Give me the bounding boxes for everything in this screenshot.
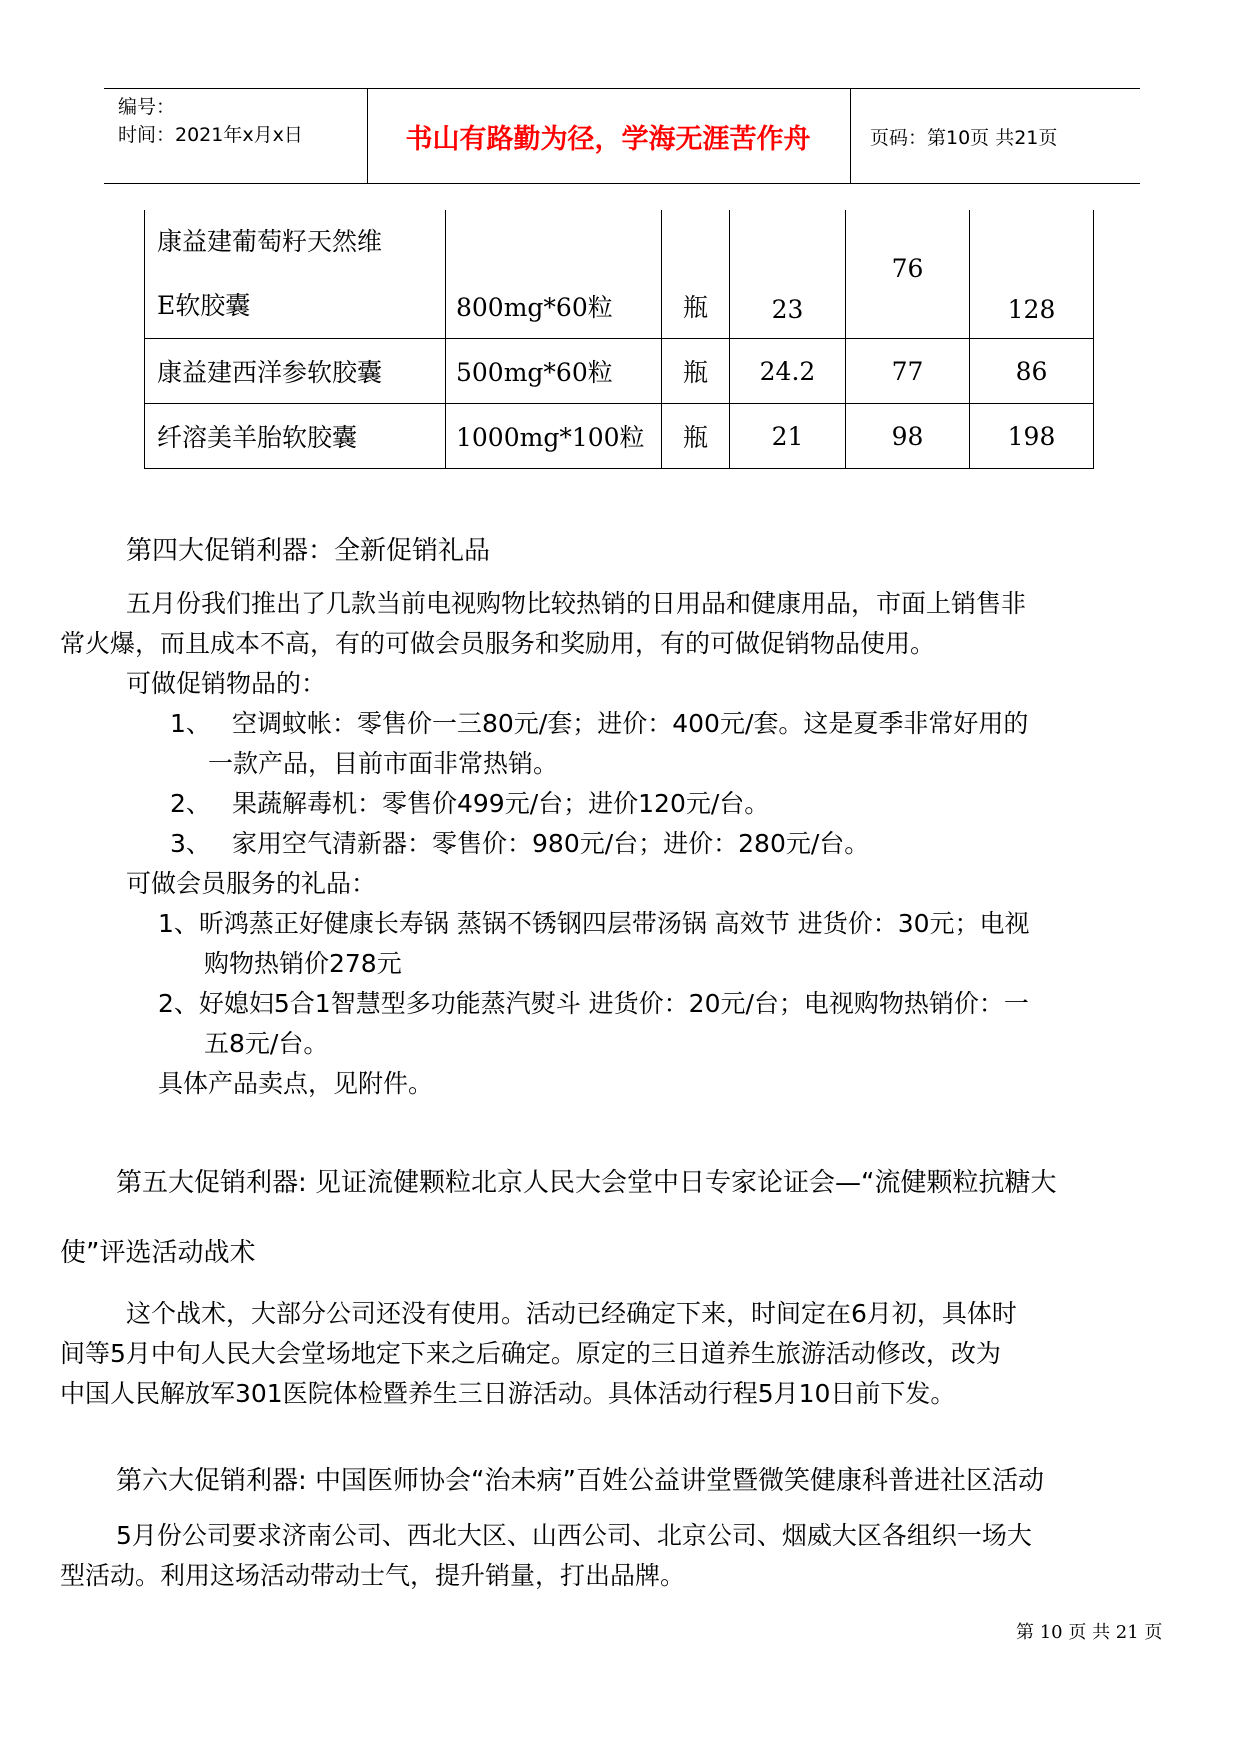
product-cost-cell: 24.2 bbox=[730, 339, 846, 404]
header-motto: 书山有路勤为径，学海无涯苦作舟 bbox=[405, 124, 811, 155]
product-name-line: 康益建葡萄籽天然维 bbox=[157, 227, 383, 256]
time-label: 时间：2021年x月x日 bbox=[118, 124, 303, 146]
section5-heading-line: 第五大促销利器: 见证流健颗粒北京人民大会堂中日专家论证会—“流健颗粒抗糖大 bbox=[116, 1168, 1057, 1198]
promo-item-text: 一款产品，目前市面非常热销。 bbox=[208, 749, 559, 778]
promo-item-number: 3、 bbox=[170, 829, 211, 858]
page-header bbox=[104, 88, 1140, 184]
section4-para-line: 常火爆，而且成本不高，有的可做会员服务和奖励用，有的可做促销物品使用。 bbox=[60, 629, 936, 658]
product-table bbox=[144, 210, 1094, 469]
product-spec-cell: 1000mg*100粒 bbox=[446, 404, 662, 469]
section5-para-line: 这个战术，大部分公司还没有使用。活动已经确定下来，时间定在6月初，具体时 bbox=[126, 1299, 1017, 1328]
promo-item-text: 空调蚊帐：零售价一三80元/套；进价：400元/套。这是夏季非常好用的 bbox=[232, 709, 1029, 738]
section6-heading: 第六大促销利器: 中国医师协会“治未病”百姓公益讲堂暨微笑健康科普进社区活动 bbox=[116, 1466, 1044, 1496]
member-item-text: 五8元/台。 bbox=[204, 1029, 329, 1058]
section5-para-line: 间等5月中旬人民大会堂场地定下来之后确定。原定的三日道养生旅游活动修改，改为 bbox=[60, 1339, 1001, 1368]
promo-item-text: 果蔬解毒机：零售价499元/台；进价120元/台。 bbox=[232, 789, 770, 818]
section5-heading-line: 使”评选活动战术 bbox=[60, 1238, 256, 1268]
section6-para-line: 5月份公司要求济南公司、西北大区、山西公司、北京公司、烟威大区各组织一场大 bbox=[116, 1521, 1032, 1550]
product-spec-cell: 800mg*60粒 bbox=[446, 210, 662, 339]
member-gifts-label: 可做会员服务的礼品： bbox=[126, 869, 377, 898]
header-page-label: 页码：第10页 共21页 bbox=[870, 127, 1058, 149]
member-item-text: 2、好媳妇5合1智慧型多功能蒸汽熨斗 进货价：20元/台；电视购物热销价：一 bbox=[158, 989, 1029, 1018]
product-cost-cell: 21 bbox=[730, 404, 846, 469]
product-price-b-cell: 198 bbox=[970, 404, 1094, 469]
page-footer: 第 10 页 共 21 页 bbox=[1016, 1622, 1163, 1643]
section5-para-line: 中国人民解放军301医院体检暨养生三日游活动。具体活动行程5月10日前下发。 bbox=[60, 1379, 956, 1408]
section6-para-line: 型活动。利用这场活动带动士气，提升销量，打出品牌。 bbox=[60, 1561, 686, 1590]
product-price-b-cell: 128 bbox=[970, 210, 1094, 339]
table-row bbox=[145, 339, 1094, 404]
promo-item-number: 2、 bbox=[170, 789, 211, 818]
product-price-a-cell: 77 bbox=[846, 339, 970, 404]
product-cost-cell: 23 bbox=[730, 210, 846, 339]
section4-para-line: 五月份我们推出了几款当前电视购物比较热销的日用品和健康用品，市面上销售非 bbox=[126, 589, 1027, 618]
product-unit-cell: 瓶 bbox=[662, 210, 730, 339]
header-left bbox=[118, 93, 303, 149]
product-price-a-cell: 98 bbox=[846, 404, 970, 469]
member-item-text: 1、昕鸿蒸正好健康长寿锅 蒸锅不锈钢四层带汤锅 高效节 进货价：30元；电视 bbox=[158, 909, 1030, 938]
product-unit-cell: 瓶 bbox=[662, 339, 730, 404]
promo-items-label: 可做促销物品的： bbox=[126, 669, 327, 698]
promo-item-text: 家用空气清新器：零售价：980元/台；进价：280元/台。 bbox=[232, 829, 870, 858]
number-label: 编号： bbox=[118, 96, 176, 118]
product-spec-cell: 500mg*60粒 bbox=[446, 339, 662, 404]
header-divider-right bbox=[850, 89, 851, 183]
table-row bbox=[145, 404, 1094, 469]
table-row bbox=[145, 210, 1094, 339]
product-name-cell: 纤溶美羊胎软胶囊 bbox=[145, 404, 446, 469]
section4-note: 具体产品卖点，见附件。 bbox=[158, 1069, 434, 1098]
promo-item-number: 1、 bbox=[170, 709, 211, 738]
product-name-cell bbox=[145, 210, 446, 339]
product-unit-cell: 瓶 bbox=[662, 404, 730, 469]
section4-heading: 第四大促销利器：全新促销礼品 bbox=[126, 536, 491, 566]
product-name-line: E软胶囊 bbox=[157, 291, 251, 320]
product-price-a-cell: 76 bbox=[846, 210, 970, 339]
product-price-b-cell: 86 bbox=[970, 339, 1094, 404]
member-item-text: 购物热销价278元 bbox=[204, 949, 402, 978]
product-name-cell: 康益建西洋参软胶囊 bbox=[145, 339, 446, 404]
